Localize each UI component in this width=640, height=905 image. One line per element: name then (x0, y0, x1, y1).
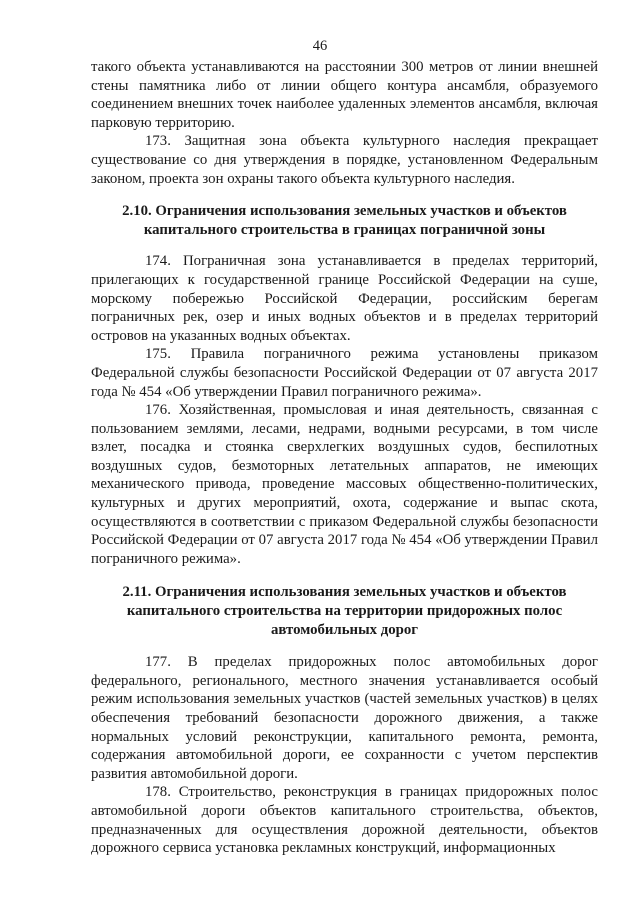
paragraph-172-continuation: такого объекта устанавливаются на расстоянии 300 метров от линии внешней стены памятника либо от линии общего контура ансамбля, образуемого соединением внешних точек наиболее удаленных элементов ансамбля, включая парковую территорию. (91, 59, 598, 131)
paragraph-178: 178. Строительство, реконструкция в границах придорожных полос автомобильной дороги объектов капитального строительства, объектов, предназначенных для осуществления дорожной деятельности, объектов дорожного сервиса установка рекламных конструкций, информационных (91, 784, 598, 857)
paragraph-173: 173. Защитная зона объекта культурного наследия прекращает существование со дня утверждения в порядке, установленном Федеральным законом, проекта зон охраны такого объекта культурного наследия. (91, 133, 598, 187)
paragraph-177: 177. В пределах придорожных полос автомобильных дорог федерального, регионального, местного значения устанавливается особый режим использования земельных участков (частей земельных участков) в целях обеспечения требований безопасности дорожного движения, а также нормальных условий реконструкции, капитального ремонта, ремонта, содержания автомобильной дороги, ее сохранности с учетом перспектив развития автомобильной дороги. (91, 654, 598, 782)
section-heading-2-10: 2.10. Ограничения использования земельных участков и объектов капитального строительства в границах пограничной зоны (122, 203, 567, 238)
page-number: 46 (312, 38, 328, 54)
paragraph-175: 175. Правила пограничного режима установлены приказом Федеральной службы безопасности Российской Федерации от 07 августа 2017 года № 454 «Об утверждении Правил пограничного режима». (91, 346, 598, 400)
paragraph-174: 174. Пограничная зона устанавливается в пределах территорий, прилегающих к государственной границе Российской Федерации на суше, морскому побережью Российской Федерации, российским берегам пограничных рек, озер и иных водных объектов и в пределах территорий островов на указанных водных объектах. (91, 253, 598, 344)
document-body (91, 58, 598, 858)
paragraph-176: 176. Хозяйственная, промысловая и иная деятельность, связанная с пользованием землями, лесами, недрами, водными ресурсами, в том числе взлет, посадка и стоянка сверхлегких воздушных судов, беспилотных воздушных судов, безмоторных летательных аппаратов, не имеющих механического привода, проведение массовых общественно-политических, культурных и других мероприятий, охота, содержание и выпас скота, осуществляются в соответствии с приказом Федеральной службы безопасности Российской Федерации от 07 августа 2017 года № 454 «Об утверждении Правил пограничного режима». (91, 402, 598, 567)
section-heading-2-11: 2.11. Ограничения использования земельных участков и объектов капитального строительства на территории придорожных полос автомобильных дорог (122, 584, 567, 638)
